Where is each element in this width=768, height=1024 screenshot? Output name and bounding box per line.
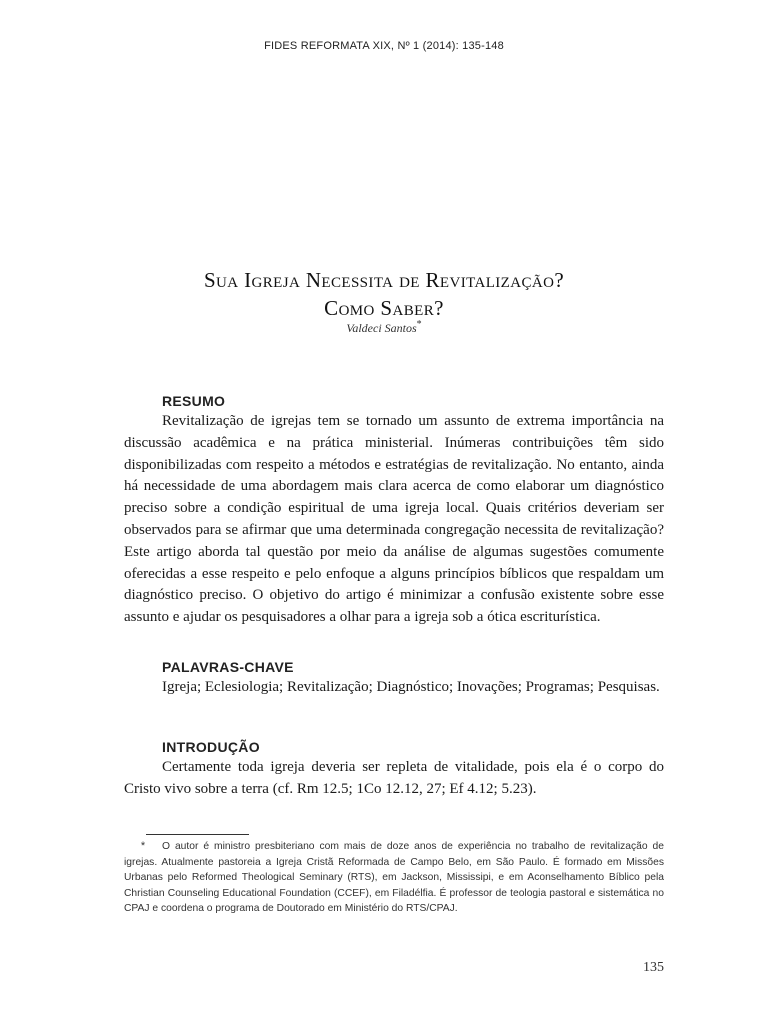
running-header: FIDES REFORMATA XIX, Nº 1 (2014): 135-148 xyxy=(264,40,504,52)
abstract-heading: RESUMO xyxy=(162,393,226,409)
abstract-paragraph: Revitalização de igrejas tem se tornado um assunto de extrema importância na discussão acadêmica e na prática ministerial. Inúmeras contribuições têm sido disponibilizadas com respeito a métodos e estratégias de revitalização. No entanto, ainda há necessidade de uma abordagem mais clara acerca de como elaborar um diagnóstico preciso sobre a condição espiritual de uma igreja local. Quais critérios deveriam ser observados para se afirmar que uma determinada congregação necessita de revitalização? Este artigo aborda tal questão por meio da análise de algumas sugestões comumente oferecidas a esse respeito e pelo enfoque a alguns princípios bíblicos que respaldam um diagnóstico preciso. O objetivo do artigo é minimizar a confusão existente sobre esse assunto e ajudar os pesquisadores a olhar para a igreja sob a ótica escriturística. xyxy=(124,413,664,626)
abstract-section xyxy=(124,393,664,629)
footnote-marker: * xyxy=(140,840,146,852)
keywords-paragraph: Igreja; Eclesiologia; Revitalização; Diagnóstico; Inovações; Programas; Pesquisas. xyxy=(162,679,660,695)
introduction-paragraph: Certamente toda igreja deveria ser repleta de vitalidade, pois ela é o corpo do Cristo vivo sobre a terra (cf. Rm 12.5; 1Co 12.12, 27; Ef 4.12; 5.23). xyxy=(124,759,664,797)
footnote-divider xyxy=(146,834,249,835)
keywords-text xyxy=(124,677,664,699)
article-title-line-1: Sua Igreja Necessita de Revitalização? xyxy=(203,268,565,292)
article-title-line-2: Como Saber? xyxy=(324,296,444,320)
introduction-section xyxy=(124,739,664,801)
author-line xyxy=(0,321,768,336)
footnote xyxy=(124,839,664,917)
article-title xyxy=(0,266,768,322)
footnote-text: O autor é ministro presbiteriano com mais de doze anos de experiência no trabalho de revitalização de igrejas. Atualmente pastoreia a Igreja Cristã Reformada de Campo Belo, em São Paulo. É formado em Missões Urbanas pelo Reformed Theological Seminary (RTS), em Jackson, Mississipi, e em Aconselhamento Bíblico pela Christian Counseling Educational Foundation (CCEF), em Filadélfia. É professor de teologia pastoral e sistemática no CPAJ e coordena o programa de Doutorado em Ministério do RTS/CPAJ. xyxy=(124,841,664,915)
abstract-text xyxy=(124,411,664,629)
keywords-heading: PALAVRAS-CHAVE xyxy=(162,659,294,675)
author-name: Valdeci Santos xyxy=(346,321,417,335)
introduction-text xyxy=(124,757,664,801)
introduction-heading: INTRODUÇÃO xyxy=(162,739,260,755)
author-footnote-marker[interactable]: * xyxy=(416,319,422,330)
keywords-section xyxy=(124,659,664,699)
page-number: 135 xyxy=(643,960,664,975)
